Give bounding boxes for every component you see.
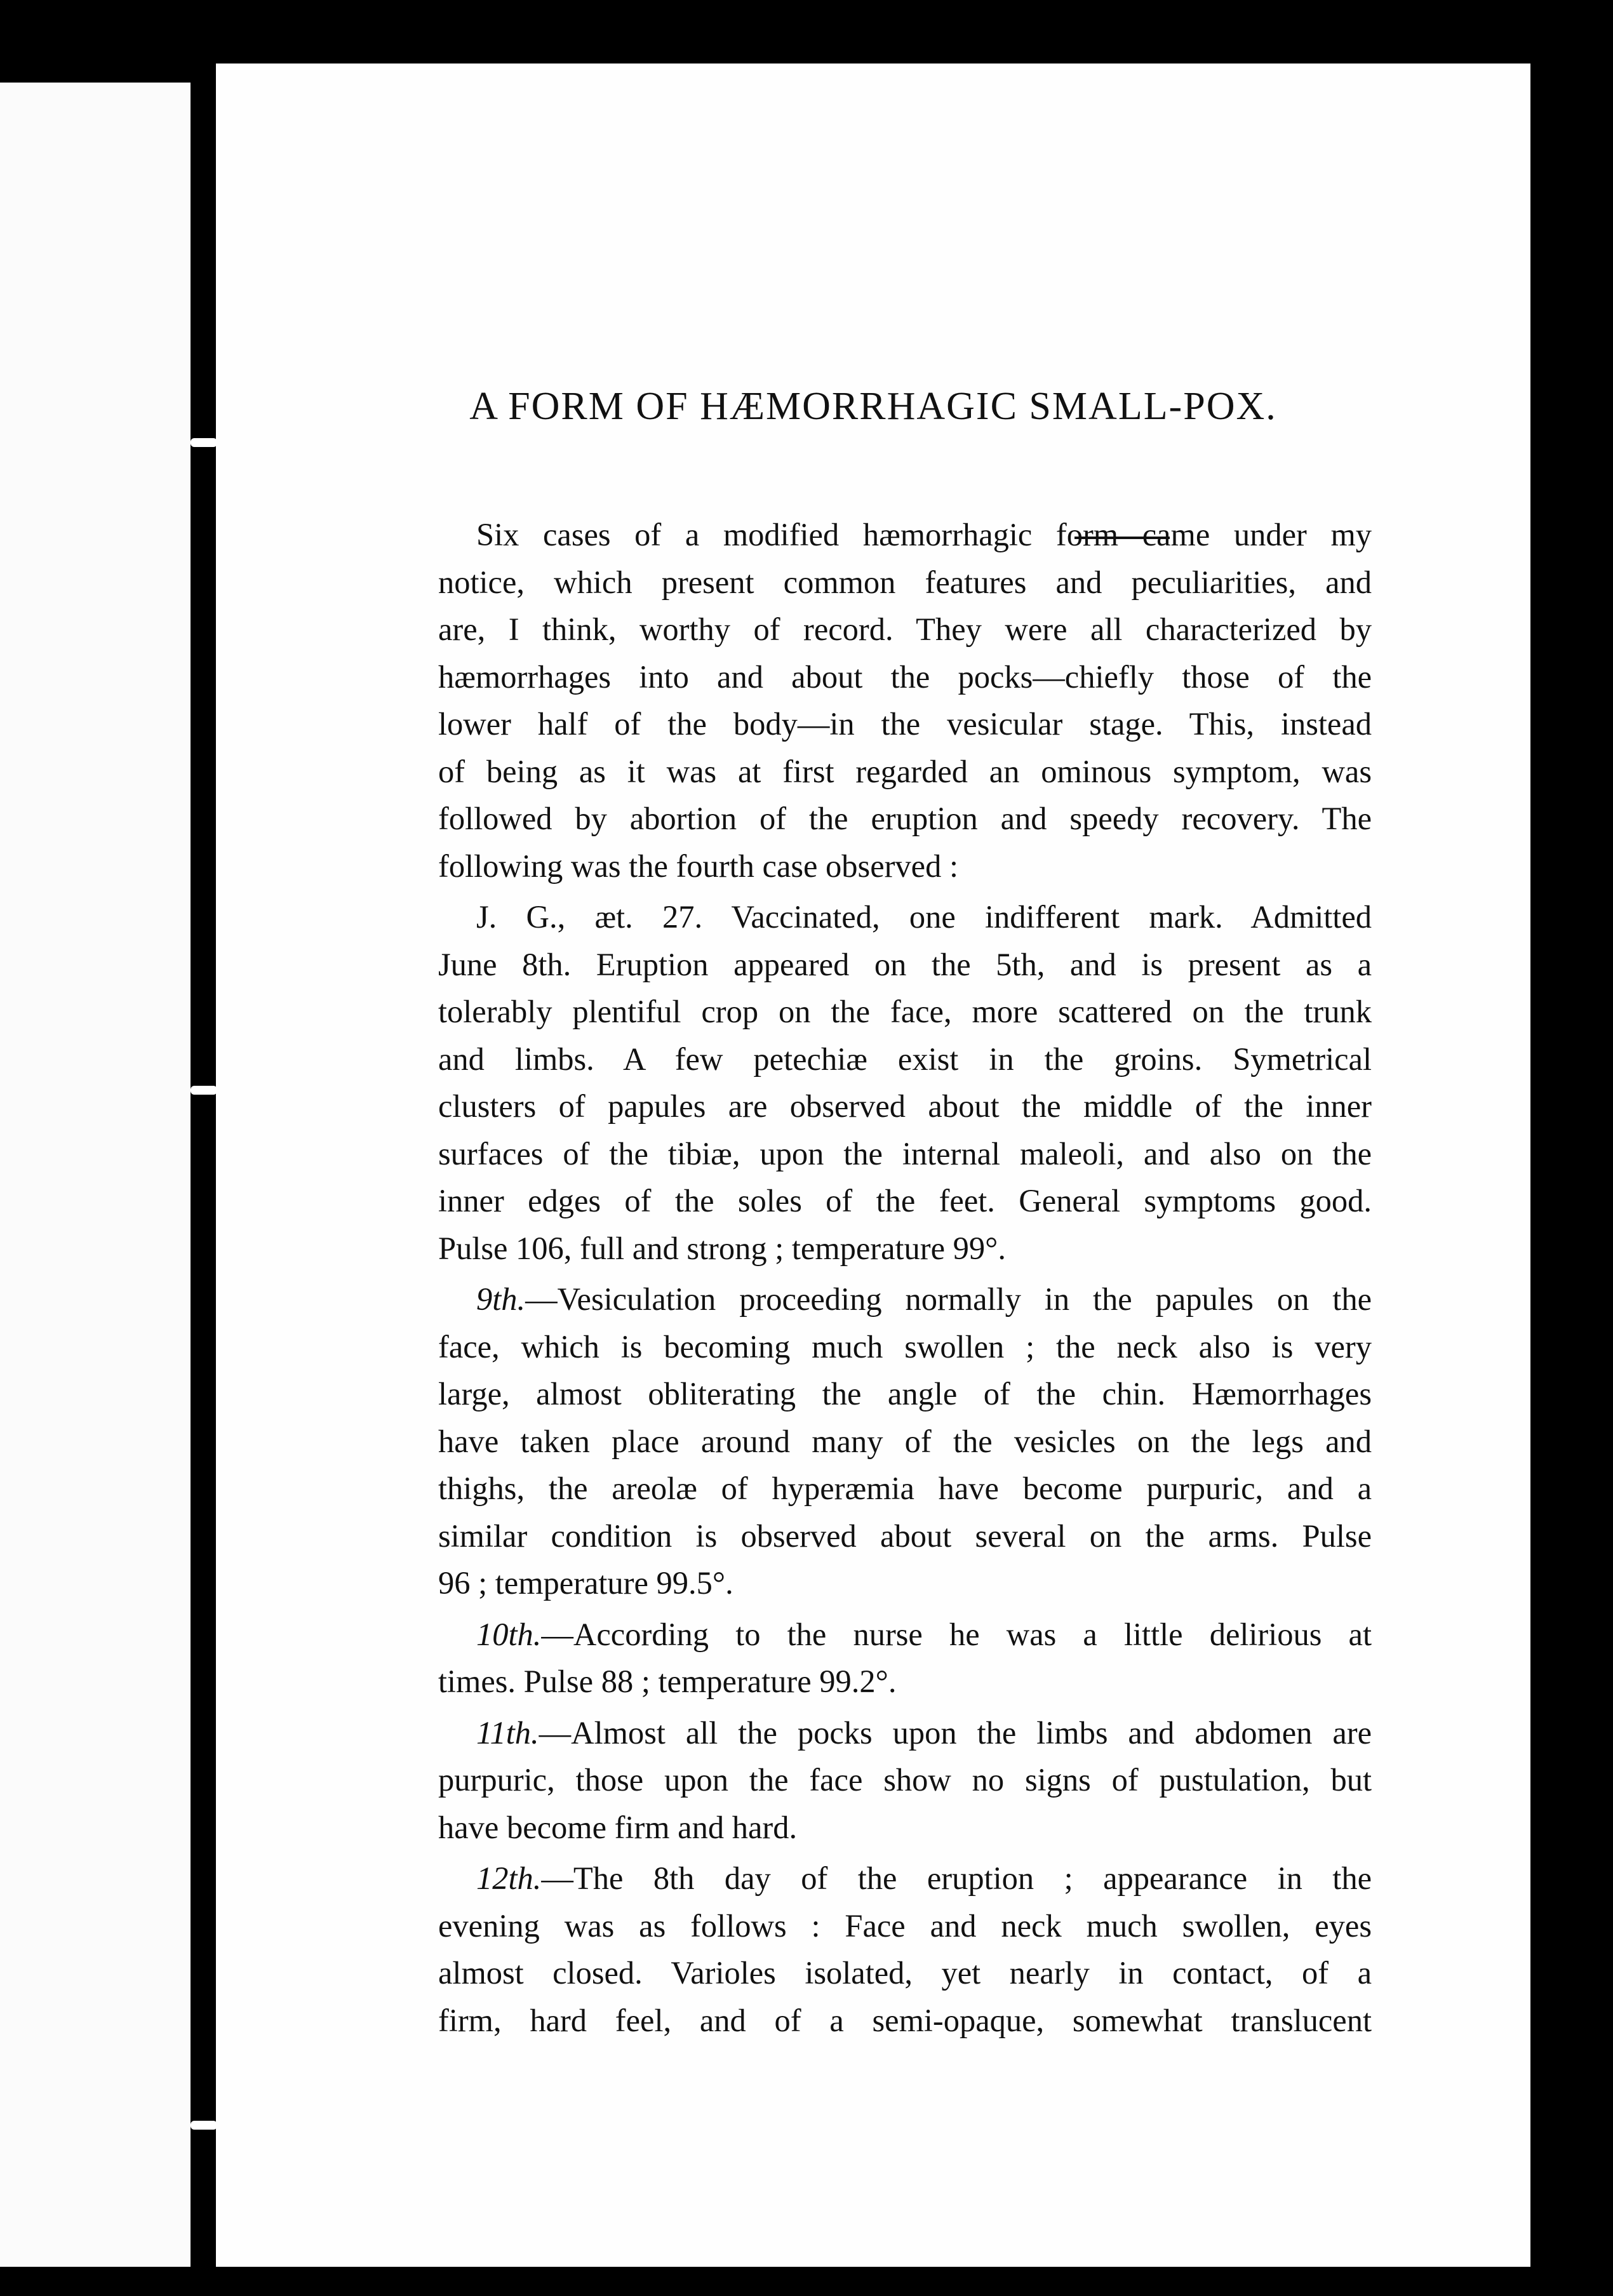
text-line: almost closed. Varioles isolated, yet nearly in contact, of a <box>438 1955 1372 1991</box>
facing-page-edge <box>0 83 191 2267</box>
text-line: inner edges of the soles of the feet. General symptoms good. <box>438 1183 1372 1218</box>
text-line: surfaces of the tibiæ, upon the internal maleoli, and also on the <box>438 1135 1372 1171</box>
text-line: large, almost obliterating the angle of the chin. Hæmorrhages <box>438 1376 1372 1412</box>
text-fragment: —According to the nurse he was a little delirious at <box>541 1616 1372 1652</box>
paragraph-intro <box>438 511 1372 890</box>
binding-stitch <box>194 83 212 2267</box>
text-line: have become firm and hard. <box>438 1809 798 1845</box>
text-line: Pulse 106, full and strong ; temperature 99°. <box>438 1230 1006 1266</box>
text-fragment: —The 8th day of the eruption ; appearance in the <box>541 1860 1372 1896</box>
stitch-mark <box>191 438 217 447</box>
text-line: times. Pulse 88 ; temperature 99.2°. <box>438 1664 897 1699</box>
paragraph-12th <box>438 1855 1372 2044</box>
paragraph-9th <box>438 1276 1372 1607</box>
text-line: lower half of the body—in the vesicular stage. This, instead <box>438 706 1372 742</box>
text-line: June 8th. Eruption appeared on the 5th, and is present as a <box>438 946 1372 982</box>
entry-date: 9th. <box>476 1281 526 1317</box>
text-line: clusters of papules are observed about the middle of the inner <box>438 1088 1372 1124</box>
text-line: and limbs. A few petechiæ exist in the groins. Symetrical <box>438 1041 1372 1077</box>
text-line: Six cases of a modified hæmorrhagic form came under my <box>476 517 1372 552</box>
text-line: evening was as follows : Face and neck much swollen, eyes <box>438 1907 1372 1944</box>
text-line: 96 ; temperature 99.5°. <box>438 1565 733 1601</box>
text-fragment: —Vesiculation proceeding normally in the papules on the <box>525 1281 1372 1317</box>
stitch-mark <box>191 2121 217 2130</box>
text-line: similar condition is observed about several on the arms. Pulse <box>438 1518 1372 1554</box>
text-line: thighs, the areolæ of hyperæmia have become purpuric, and a <box>438 1471 1372 1506</box>
text-line: firm, hard feel, and of a semi-opaque, somewhat translucent <box>438 2002 1372 2038</box>
paragraph-10th <box>438 1611 1372 1705</box>
text-line: of being as it was at first regarded an ominous symptom, was <box>438 753 1372 789</box>
entry-date: 11th. <box>476 1714 539 1751</box>
entry-date: 12th. <box>476 1860 542 1896</box>
text-line: hæmorrhages into and about the pocks—chiefly those of the <box>438 658 1372 695</box>
text-line <box>438 1709 1372 1757</box>
page-title: A FORM OF HÆMORRHAGIC SMALL-POX. <box>469 385 1277 428</box>
paragraph-11th <box>438 1709 1372 1852</box>
paragraph-case <box>438 893 1372 1272</box>
entry-date: 10th. <box>476 1616 542 1652</box>
text-line <box>438 1611 1372 1659</box>
text-line: have taken place around many of the vesicles on the legs and <box>438 1423 1372 1459</box>
stitch-mark <box>191 1086 217 1095</box>
text-line: face, which is becoming much swollen ; the neck also is very <box>438 1328 1372 1365</box>
text-line: notice, which present common features and peculiarities, and <box>438 564 1372 600</box>
text-line: J. G., æt. 27. Vaccinated, one indifferent mark. Admitted <box>476 899 1372 935</box>
text-fragment: —Almost all the pocks upon the limbs and abdomen are <box>539 1714 1372 1751</box>
text-line: following was the fourth case observed : <box>438 848 958 884</box>
text-line: tolerably plentiful crop on the face, more scattered on the trunk <box>438 994 1372 1029</box>
text-line: purpuric, those upon the face show no signs of pustulation, but <box>438 1762 1372 1798</box>
article-body <box>438 511 1372 2048</box>
text-line <box>438 1855 1372 1902</box>
text-line <box>438 1276 1372 1323</box>
text-line: are, I think, worthy of record. They were all characterized by <box>438 611 1372 647</box>
text-line: followed by abortion of the eruption and speedy recovery. The <box>438 801 1372 836</box>
